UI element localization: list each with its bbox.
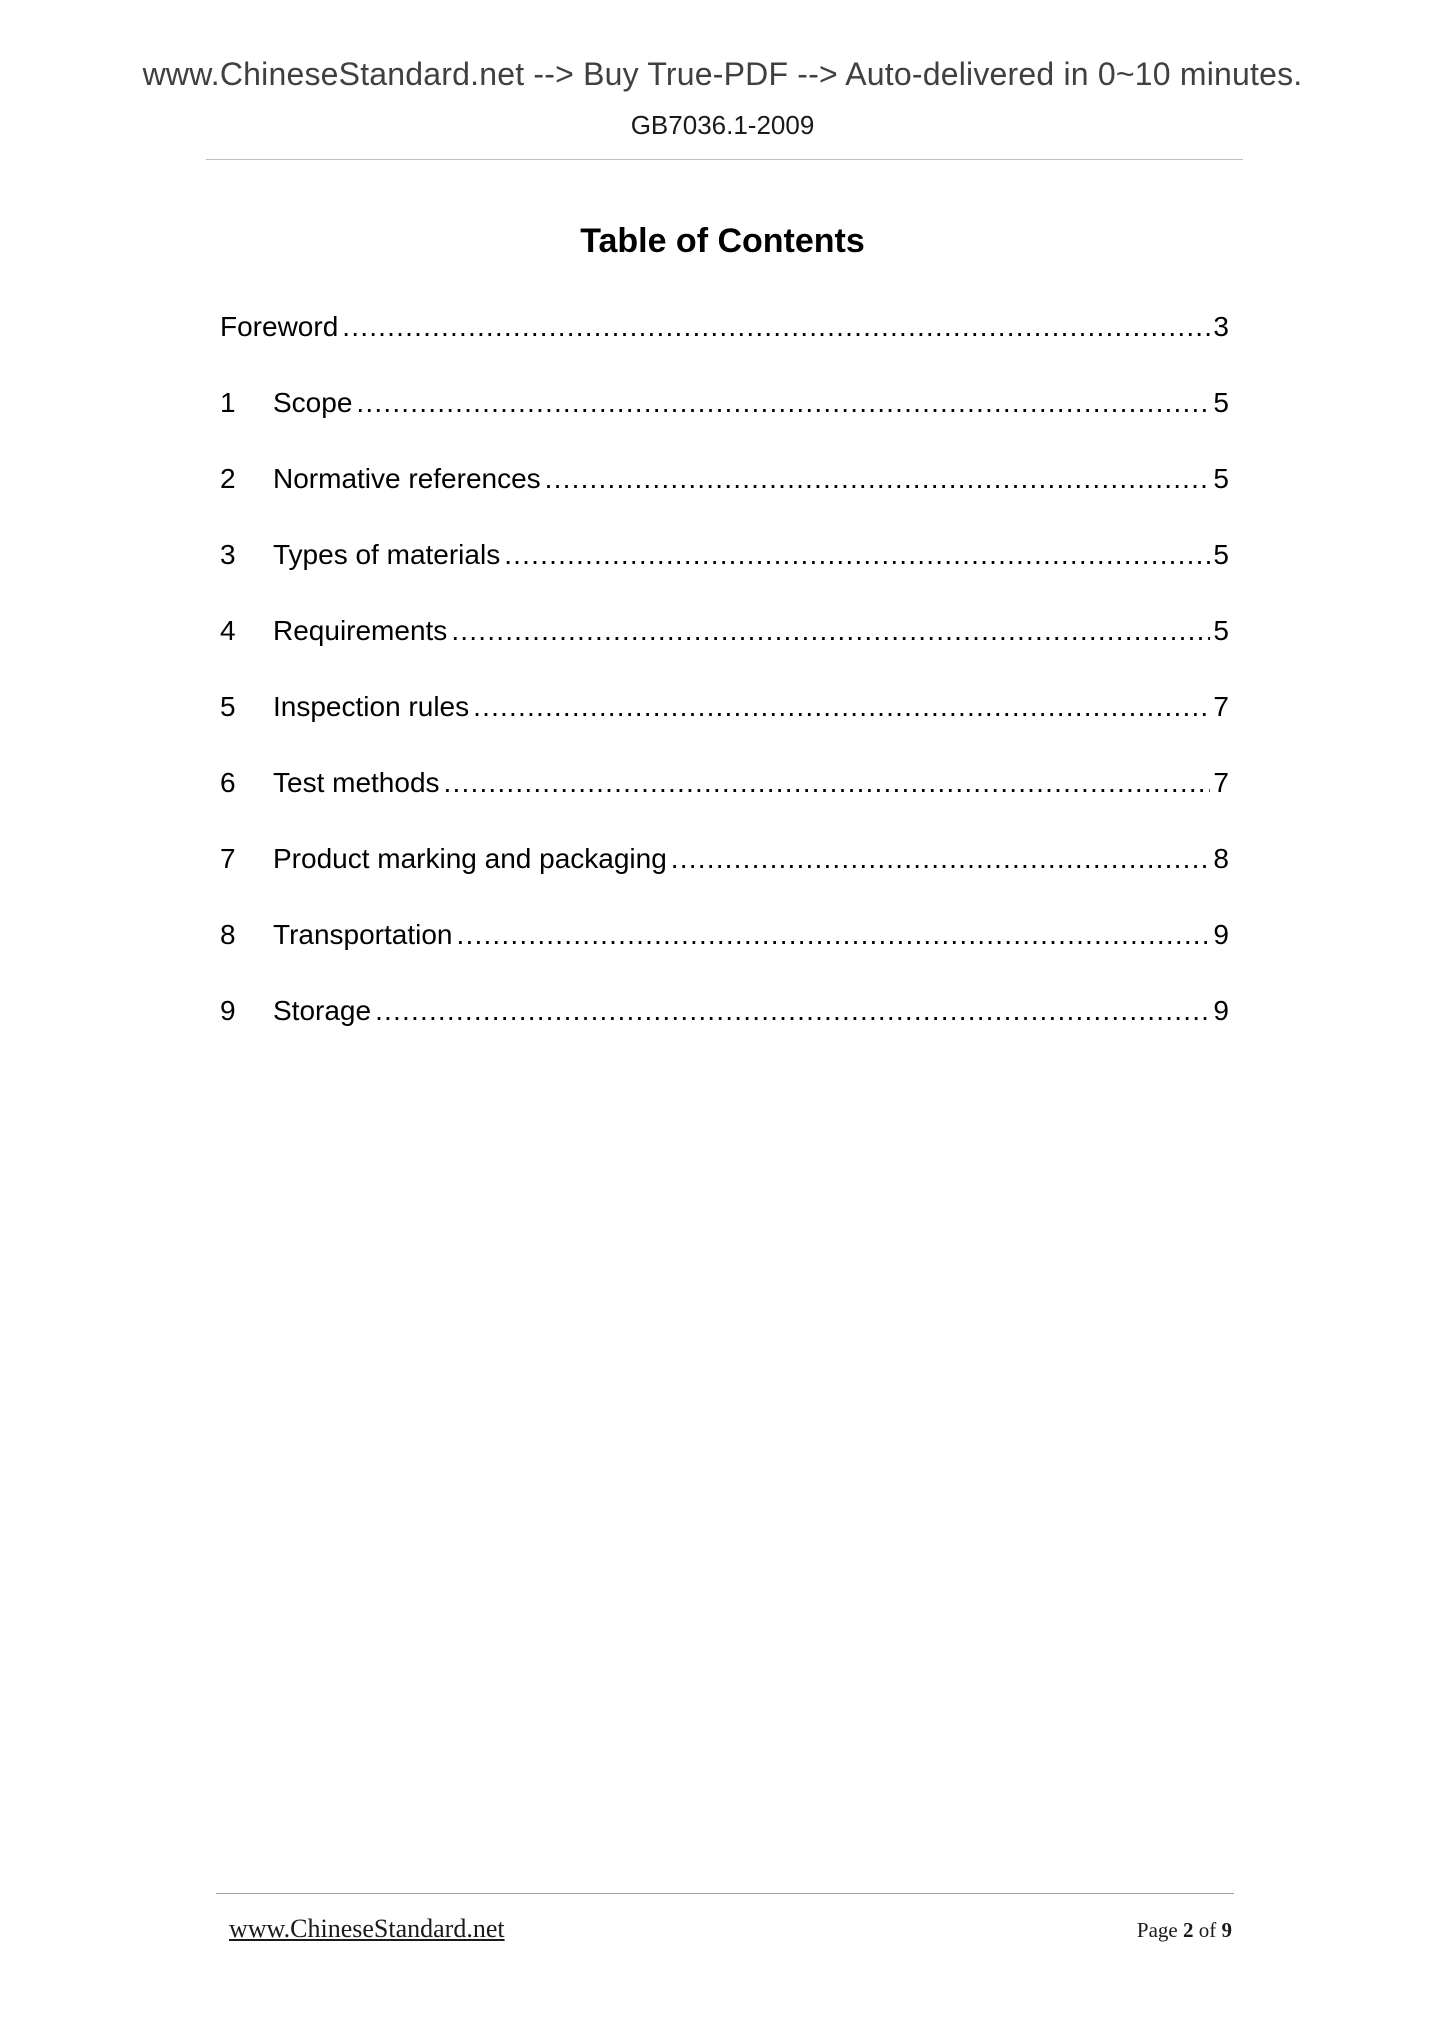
toc-entry-label: Test methods <box>273 767 440 798</box>
toc-dot-leader <box>473 687 1210 727</box>
toc-entry-page: 7 <box>1213 691 1229 722</box>
toc-entry-types-of-materials[interactable] <box>220 535 1229 611</box>
table-of-contents <box>220 307 1229 1067</box>
toc-dot-leader <box>451 611 1210 651</box>
toc-entry-label: Product marking and packaging <box>273 843 667 874</box>
toc-entry-page: 5 <box>1213 539 1229 570</box>
toc-entry-label: Normative references <box>273 463 541 494</box>
toc-entry-number: 2 <box>220 463 236 494</box>
toc-entry-number: 7 <box>220 843 236 874</box>
toc-entry-number: 9 <box>220 995 236 1026</box>
toc-dot-leader <box>356 383 1210 423</box>
toc-title: Table of Contents <box>580 222 865 260</box>
toc-entry-number: 3 <box>220 539 236 570</box>
toc-entry-number: 6 <box>220 767 236 798</box>
toc-entry-test-methods[interactable] <box>220 763 1229 839</box>
toc-entry-normative-references[interactable] <box>220 459 1229 535</box>
toc-entry-label: Foreword <box>220 311 339 342</box>
toc-entry-label: Requirements <box>273 615 448 646</box>
footer-page-current: 2 <box>1183 1918 1194 1942</box>
header-divider <box>206 159 1243 160</box>
toc-dot-leader <box>545 459 1211 499</box>
toc-entry-inspection-rules[interactable] <box>220 687 1229 763</box>
footer-site-link[interactable]: www.ChineseStandard.net <box>229 1914 505 1943</box>
toc-entry-page: 5 <box>1213 387 1229 418</box>
toc-entry-number: 8 <box>220 919 236 950</box>
toc-entry-requirements[interactable] <box>220 611 1229 687</box>
toc-entry-foreword[interactable] <box>220 307 1229 383</box>
toc-entry-page: 9 <box>1213 919 1229 950</box>
toc-entry-page: 5 <box>1213 615 1229 646</box>
toc-entry-label: Transportation <box>273 919 453 950</box>
toc-entry-storage[interactable] <box>220 991 1229 1067</box>
toc-entry-label: Scope <box>273 387 353 418</box>
standard-code: GB7036.1-2009 <box>630 110 815 140</box>
footer-page-total: 9 <box>1221 1918 1232 1942</box>
header-banner: www.ChineseStandard.net --> Buy True-PDF --> Auto-delivered in 0~10 minutes. <box>142 56 1303 92</box>
footer-page-of: of <box>1198 1918 1217 1942</box>
footer-page-prefix: Page <box>1136 1918 1178 1942</box>
toc-entry-page: 9 <box>1213 995 1229 1026</box>
toc-dot-leader <box>671 839 1211 879</box>
toc-entry-page: 8 <box>1213 843 1229 874</box>
footer-page-indicator <box>1137 1918 1232 1943</box>
toc-entry-number: 4 <box>220 615 236 646</box>
toc-entry-transportation[interactable] <box>220 915 1229 991</box>
toc-entry-number: 1 <box>220 387 236 418</box>
toc-entry-label: Storage <box>273 995 372 1026</box>
toc-dot-leader <box>457 915 1211 955</box>
toc-entry-page: 5 <box>1213 463 1229 494</box>
footer-divider <box>216 1893 1234 1894</box>
toc-entry-label: Inspection rules <box>273 691 470 722</box>
toc-dot-leader <box>342 307 1210 347</box>
toc-entry-label: Types of materials <box>273 539 501 570</box>
toc-entry-product-marking-and-packaging[interactable] <box>220 839 1229 915</box>
toc-dot-leader <box>375 991 1210 1031</box>
toc-entry-page: 7 <box>1213 767 1229 798</box>
toc-entry-scope[interactable] <box>220 383 1229 459</box>
toc-dot-leader <box>504 535 1210 575</box>
toc-entry-number: 5 <box>220 691 236 722</box>
toc-entry-page: 3 <box>1213 311 1229 342</box>
toc-dot-leader <box>444 763 1211 803</box>
